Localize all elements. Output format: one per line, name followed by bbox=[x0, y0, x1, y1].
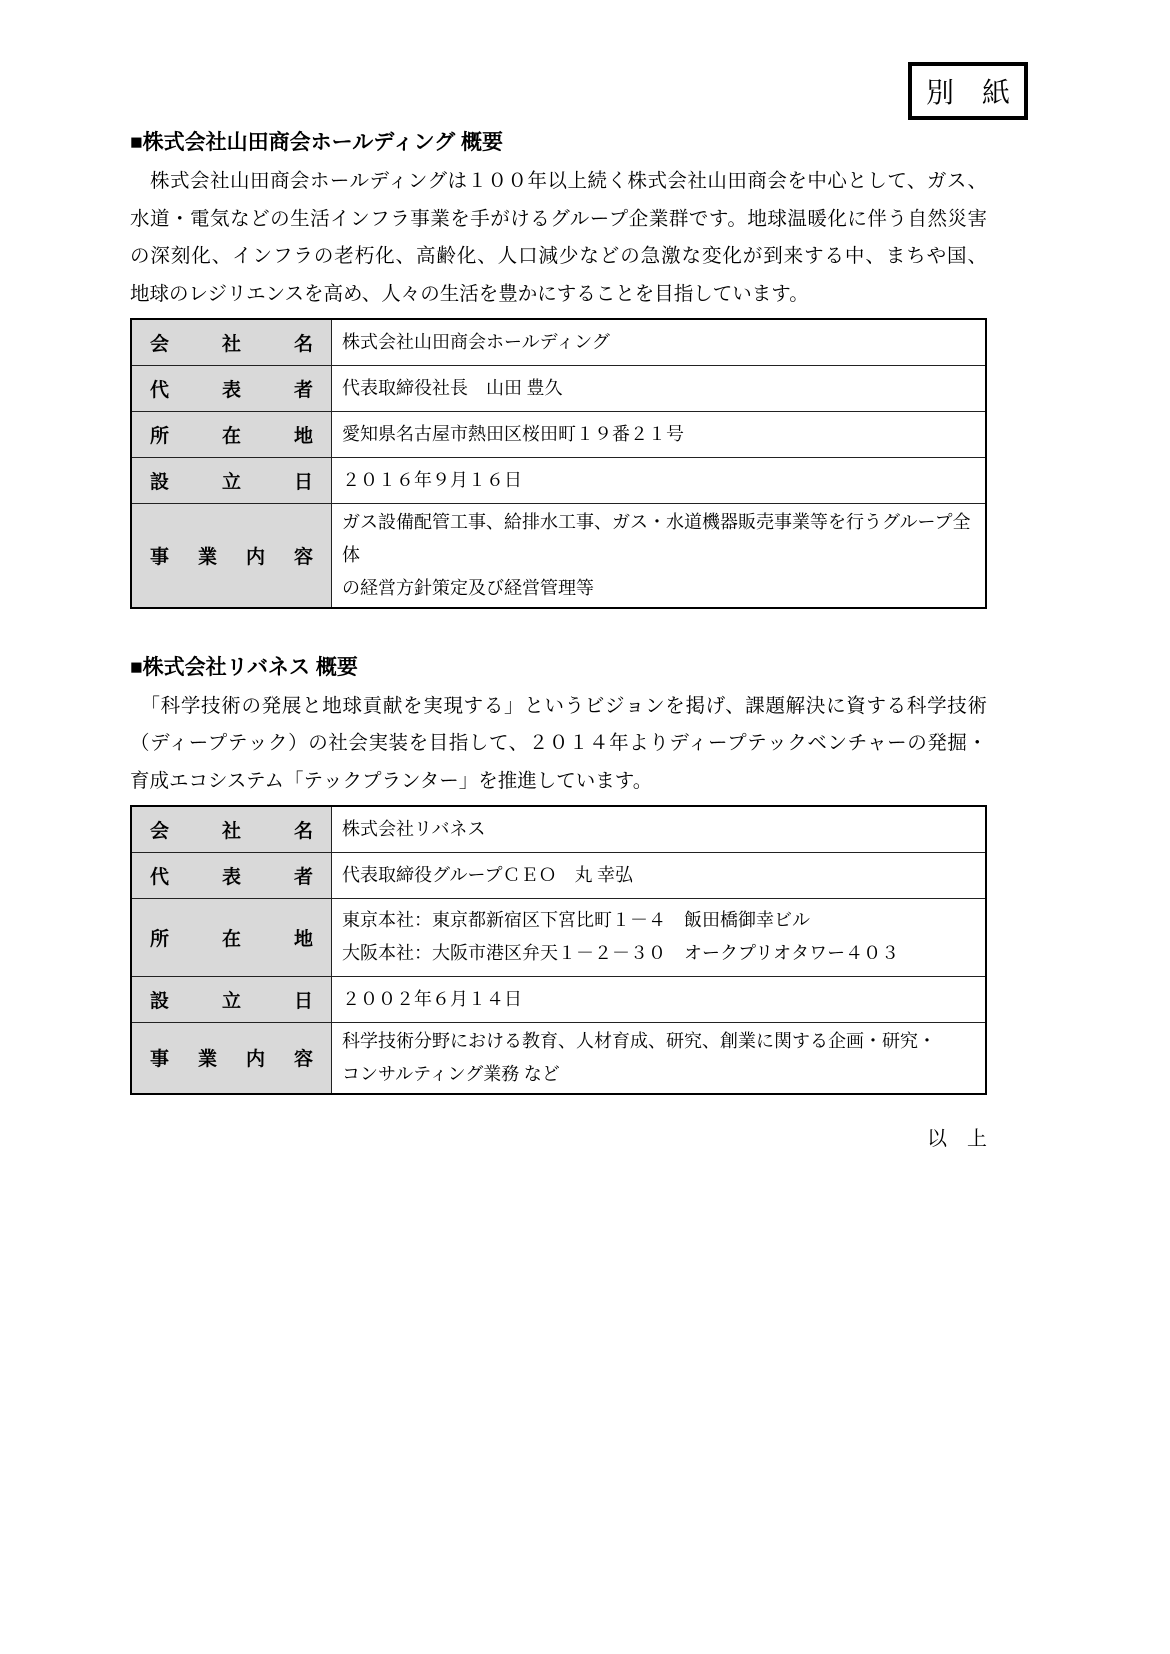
row-label bbox=[131, 806, 332, 852]
row-label-text: 会 社 名 bbox=[150, 820, 313, 842]
row-label bbox=[131, 319, 332, 365]
paragraph-line: 株式会社山田商会ホールディングは１００年以上続く株式会社山田商会を中心として、ガス、 bbox=[130, 171, 987, 192]
section1-paragraph bbox=[130, 163, 987, 313]
document-content bbox=[130, 0, 987, 1153]
row-label-text: 事 業 内 容 bbox=[150, 1049, 313, 1070]
table-row bbox=[131, 457, 986, 503]
paragraph-line: 「科学技術の発展と地球貢献を実現する」というビジョンを掲げ、課題解決に資する科学技術 bbox=[130, 695, 987, 717]
table-row bbox=[131, 411, 986, 457]
row-value-text: ガス設備配管工事、給排水工事、ガス・水道機器販売事業等を行うグループ全体 bbox=[342, 511, 971, 565]
row-value-text: の経営方針策定及び経営管理等 bbox=[342, 577, 594, 598]
section2-heading: ■株式会社リバネス 概要 bbox=[130, 655, 358, 679]
row-label-text: 所 在 地 bbox=[150, 425, 313, 447]
table-row bbox=[131, 365, 986, 411]
closing-text: 以 上 bbox=[927, 1127, 987, 1150]
table-row bbox=[131, 1022, 986, 1094]
table-row bbox=[131, 319, 986, 365]
row-value-text: 科学技術分野における教育、人材育成、研究、創業に関する企画・研究・ bbox=[342, 1030, 936, 1051]
row-label bbox=[131, 1022, 332, 1094]
company-overview-table-1 bbox=[130, 318, 987, 609]
row-label bbox=[131, 898, 332, 976]
row-label-text: 会 社 名 bbox=[150, 333, 313, 355]
row-label-text: 代 表 者 bbox=[150, 866, 313, 888]
row-label-text: 設 立 日 bbox=[150, 471, 313, 493]
row-value bbox=[332, 319, 987, 365]
row-value bbox=[332, 898, 987, 976]
row-value-text: 代表取締役グループＣＥＯ 丸 幸弘 bbox=[342, 864, 634, 885]
table-row bbox=[131, 503, 986, 608]
row-label-text: 事 業 内 容 bbox=[150, 546, 313, 568]
row-label bbox=[131, 365, 332, 411]
paragraph-line: の深刻化、インフラの老朽化、高齢化、人口減少などの急激な変化が到来する中、まちや国、 bbox=[130, 246, 987, 267]
row-value bbox=[332, 852, 987, 898]
paragraph-line: （ディープテック）の社会実装を目指して、２０１４年よりディープテックベンチャーの発掘・ bbox=[130, 733, 987, 754]
row-value bbox=[332, 365, 987, 411]
row-value-text: ２０１６年９月１６日 bbox=[342, 469, 522, 490]
row-value-text: 大阪本社：大阪市港区弁天１－２－３０ オークプリオタワー４０３ bbox=[342, 943, 900, 963]
table-row bbox=[131, 898, 986, 976]
company-overview-table-2 bbox=[130, 805, 987, 1095]
row-label bbox=[131, 503, 332, 608]
attachment-label: 別 紙 bbox=[925, 78, 1010, 109]
table-row bbox=[131, 852, 986, 898]
paragraph-line: 地球のレジリエンスを高め、人々の生活を豊かにすることを目指しています。 bbox=[130, 283, 809, 305]
row-value-text: コンサルティング業務 など bbox=[342, 1063, 560, 1084]
row-label-text: 所 在 地 bbox=[150, 928, 313, 950]
section2-paragraph bbox=[130, 688, 987, 801]
table-row bbox=[131, 976, 986, 1022]
row-value-text: 株式会社山田商会ホールディング bbox=[342, 331, 610, 352]
row-value-text: 東京本社：東京都新宿区下宮比町１－４ 飯田橋御幸ビル bbox=[342, 910, 810, 930]
row-label bbox=[131, 976, 332, 1022]
row-value-text: 株式会社リバネス bbox=[342, 818, 486, 839]
row-value bbox=[332, 411, 987, 457]
row-value bbox=[332, 976, 987, 1022]
section1-heading: ■株式会社山田商会ホールディング 概要 bbox=[130, 131, 503, 154]
row-label-text: 設 立 日 bbox=[150, 990, 313, 1012]
row-label bbox=[131, 852, 332, 898]
row-value-text: ２００２年６月１４日 bbox=[342, 988, 522, 1009]
row-label bbox=[131, 457, 332, 503]
row-value-text: 愛知県名古屋市熱田区桜田町１９番２１号 bbox=[342, 423, 684, 444]
row-value bbox=[332, 806, 987, 852]
paragraph-line: 育成エコシステム「テックプランター」を推進しています。 bbox=[130, 770, 653, 792]
row-value bbox=[332, 457, 987, 503]
row-label bbox=[131, 411, 332, 457]
paragraph-line: 水道・電気などの生活インフラ事業を手がけるグループ企業群です。地球温暖化に伴う自然災害 bbox=[130, 208, 987, 230]
row-label-text: 代 表 者 bbox=[150, 379, 313, 401]
row-value-text: 代表取締役社長 山田 豊久 bbox=[342, 377, 563, 398]
row-value bbox=[332, 503, 987, 608]
table-row bbox=[131, 806, 986, 852]
row-value bbox=[332, 1022, 987, 1094]
